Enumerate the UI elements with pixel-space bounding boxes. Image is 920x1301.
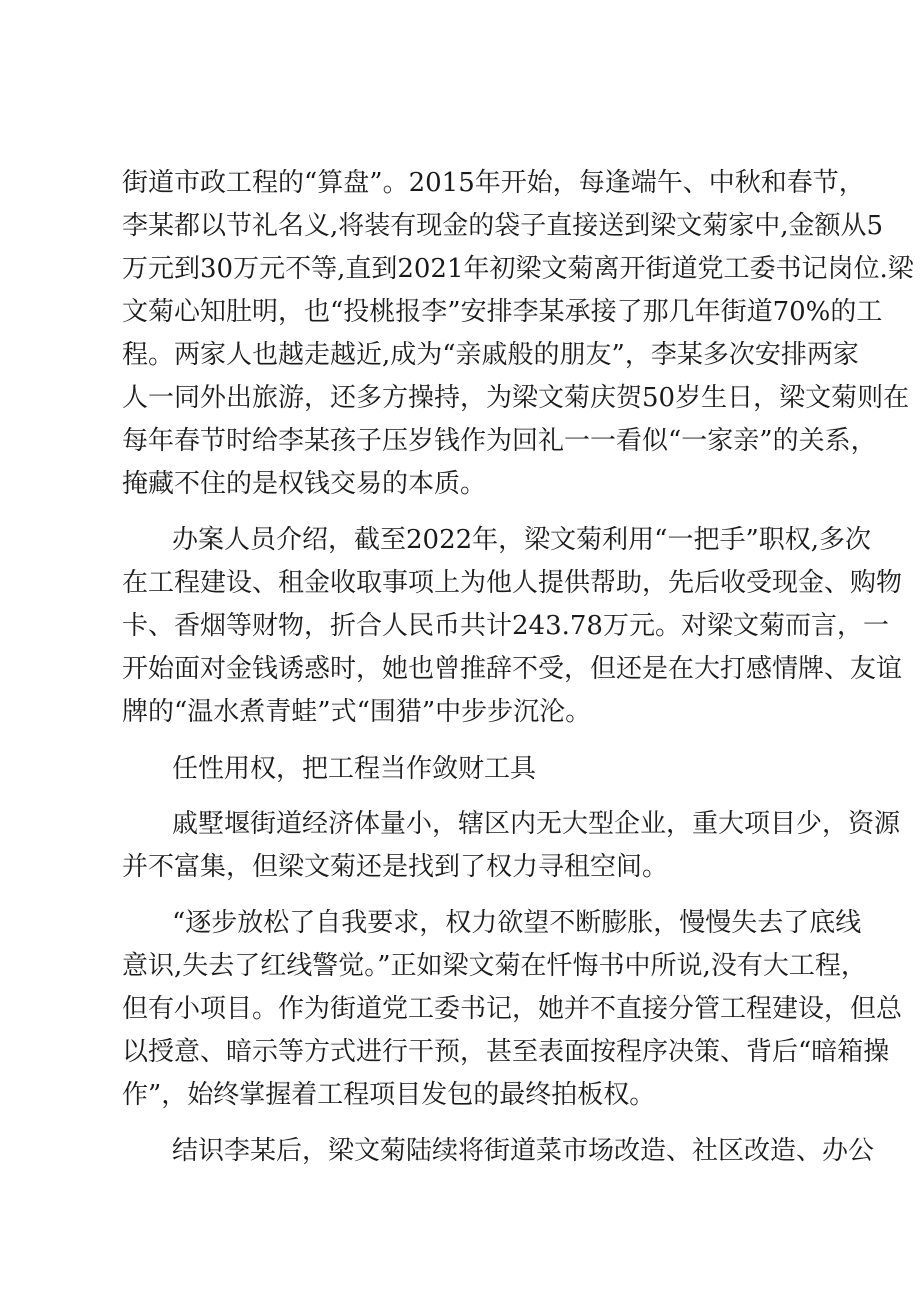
paragraph-line: 程。两家人也越走越近,成为“亲戚般的朋友”，李某多次安排两家 bbox=[122, 340, 859, 370]
paragraph-line: 牌的“温水煮青蛙”式“围猎”中步步沉沦。 bbox=[122, 697, 592, 727]
paragraph-line: 戚墅堰街道经济体量小，辖区内无大型企业，重大项目少，资源 bbox=[172, 809, 901, 839]
paragraph-line: 在工程建设、租金收取事项上为他人提供帮助，先后收受现金、购物 bbox=[122, 568, 903, 598]
paragraph-line: 卡、香烟等财物，折合人民币共计243.78万元。对梁文菊而言，一 bbox=[122, 611, 889, 641]
section-heading: 任性用权，把工程当作敛财工具 bbox=[172, 754, 537, 784]
paragraph-line: 结识李某后，梁文菊陆续将街道菜市场改造、社区改造、办公 bbox=[172, 1136, 875, 1166]
paragraph-line: 但有小项目。作为街道党工委书记，她并不直接分管工程建设，但总 bbox=[122, 994, 903, 1024]
paragraph-line: 文菊心知肚明，也“投桃报李”安排李某承接了那几年街道70%的工 bbox=[122, 297, 883, 327]
paragraph-line: 以授意、暗示等方式进行干预，甚至表面按程序决策、背后“暗箱操 bbox=[122, 1037, 890, 1067]
paragraph-line: 每年春节时给李某孩子压岁钱作为回礼一一看似“一家亲”的关系， bbox=[122, 426, 877, 456]
quote-line: “逐步放松了自我要求，权力欲望不断膨胀，慢慢失去了底线 bbox=[172, 908, 862, 938]
paragraph-line: 并不富集，但梁文菊还是找到了权力寻租空间。 bbox=[122, 852, 669, 882]
paragraph-line: 作”，始终掌握着工程项目发包的最终拍板权。 bbox=[122, 1080, 656, 1110]
paragraph-line: 掩藏不住的是权钱交易的本质。 bbox=[122, 469, 487, 499]
paragraph-line: 万元到30万元不等,直到2021年初梁文菊离开街道党工委书记岗位.梁 bbox=[122, 254, 914, 284]
paragraph-line: 意识,失去了红线警觉。”正如梁文菊在忏悔书中所说,没有大工程， bbox=[122, 951, 867, 981]
paragraph-line: 街道市政工程的“算盘”。2015年开始，每逢端午、中秋和春节， bbox=[122, 168, 865, 198]
paragraph-line: 人一同外出旅游，还多方操持，为梁文菊庆贺50岁生日，梁文菊则在 bbox=[122, 383, 910, 413]
paragraph-line: 办案人员介绍，截至2022年，梁文菊利用“一把手”职权,多次 bbox=[172, 525, 872, 555]
paragraph-line: 李某都以节礼名义,将装有现金的袋子直接送到梁文菊家中,金额从5 bbox=[122, 211, 884, 241]
paragraph-line: 开始面对金钱诱惑时，她也曾推辞不受，但还是在大打感情牌、友谊 bbox=[122, 654, 903, 684]
